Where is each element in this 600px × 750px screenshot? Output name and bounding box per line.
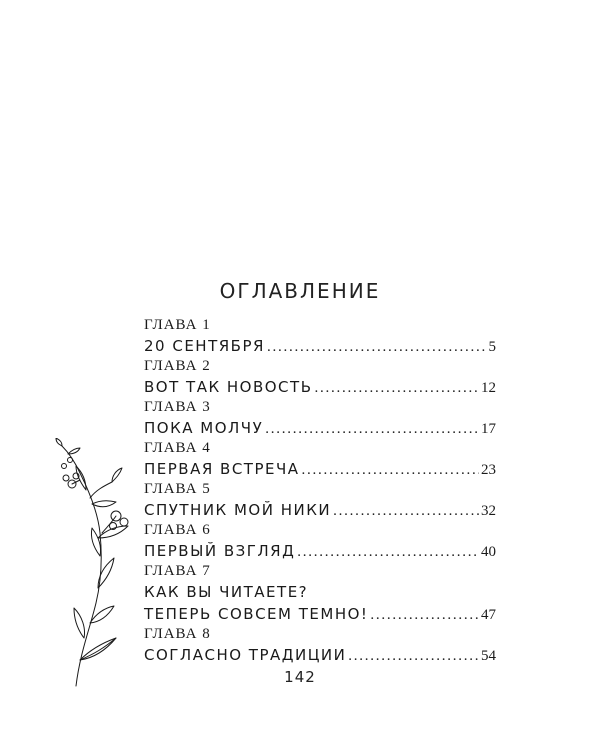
chapter-title: КАК ВЫ ЧИТАЕТЕ? [144,583,309,601]
toc-entry[interactable] [144,540,496,562]
toc-chapter-2 [144,357,496,398]
chapter-page-number: 5 [488,339,496,355]
toc-chapter-6 [144,521,496,562]
dot-leader [302,459,479,481]
floral-sprig-icon [50,438,150,688]
toc-chapter-1 [144,316,496,357]
chapter-title: ПОКА МОЛЧУ [144,419,264,437]
chapter-label: ГЛАВА 3 [144,399,211,415]
chapter-title-continued: ТЕПЕРЬ СОВСЕМ ТЕМНО! [144,605,369,623]
toc-chapter-4 [144,439,496,480]
chapter-label: ГЛАВА 7 [144,563,211,579]
chapter-label: ГЛАВА 1 [144,317,211,333]
chapter-label: ГЛАВА 5 [144,481,211,497]
chapter-title: СПУТНИК МОЙ НИКИ [144,501,332,519]
toc-entry[interactable] [144,458,496,480]
chapter-label: ГЛАВА 6 [144,522,211,538]
chapter-page-number: 23 [481,462,496,478]
chapter-page-number: 40 [481,544,496,560]
toc-entry[interactable] [144,417,496,439]
toc-chapter-3 [144,398,496,439]
toc-chapter-7 [144,562,496,625]
dot-leader [265,418,479,440]
toc-title: ОГЛАВЛЕНИЕ [219,278,381,303]
toc-entry-first-line[interactable] [144,581,496,603]
dot-leader [297,541,479,563]
chapter-page-number: 47 [481,607,496,623]
toc-entry[interactable] [144,376,496,398]
chapter-title: СОГЛАСНО ТРАДИЦИИ [144,646,347,664]
toc-entry[interactable] [144,603,496,625]
table-of-contents [144,316,496,666]
toc-chapter-8 [144,625,496,666]
dot-leader [333,500,479,522]
chapter-title: ПЕРВЫЙ ВЗГЛЯД [144,542,296,560]
chapter-title: ВОТ ТАК НОВОСТЬ [144,378,313,396]
chapter-label: ГЛАВА 2 [144,358,211,374]
chapter-page-number: 32 [481,503,496,519]
toc-chapter-5 [144,480,496,521]
chapter-label: ГЛАВА 4 [144,440,211,456]
dot-leader [370,604,479,626]
toc-entry[interactable] [144,335,496,357]
chapter-title: ПЕРВАЯ ВСТРЕЧА [144,460,300,478]
chapter-label: ГЛАВА 8 [144,626,211,642]
dot-leader [267,336,487,358]
dot-leader [314,377,479,399]
toc-entry[interactable] [144,499,496,521]
chapter-page-number: 17 [481,421,496,437]
chapter-page-number: 12 [481,380,496,396]
toc-entry[interactable] [144,644,496,666]
chapter-page-number: 54 [481,648,496,664]
chapter-title: 20 СЕНТЯБРЯ [144,337,265,355]
dot-leader [348,645,479,667]
page-number: 142 [284,668,316,686]
